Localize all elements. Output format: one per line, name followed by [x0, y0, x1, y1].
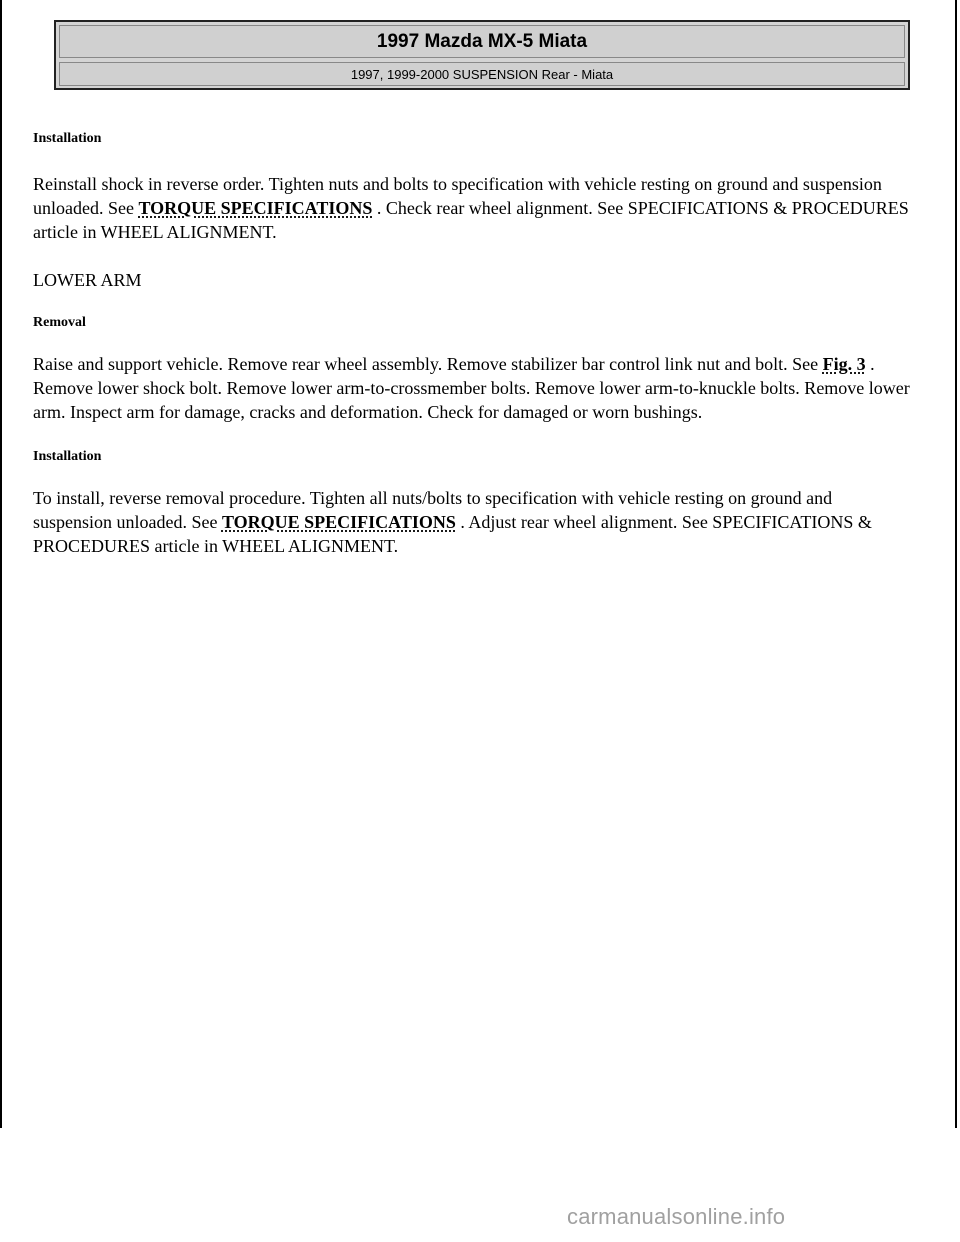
- header-title-bar: [59, 25, 905, 58]
- torque-specifications-link-2[interactable]: TORQUE SPECIFICATIONS: [221, 512, 456, 532]
- site-watermark: carmanualsonline.info: [567, 1204, 786, 1229]
- document-subtitle: 1997, 1999-2000 SUSPENSION Rear - Miata: [350, 66, 614, 82]
- document-title: 1997 Mazda MX-5 Miata: [376, 30, 588, 52]
- removal-heading: Removal: [33, 315, 86, 330]
- installation-heading-2: Installation: [33, 449, 102, 464]
- lower-arm-heading: LOWER ARM: [33, 270, 142, 290]
- removal-paragraph: [33, 352, 913, 424]
- fig-3-link[interactable]: Fig. 3: [822, 354, 866, 374]
- paragraph-text: Reinstall shock in reverse order. Tighten nuts and bolts to specification with vehicle resting on ground and suspension unloaded. See: [33, 174, 882, 218]
- document-body: [33, 130, 913, 558]
- paragraph-text: To install, reverse removal procedure. Tighten all nuts/bolts to specification with vehicle resting on ground and suspension unloaded. See: [33, 488, 833, 532]
- paragraph-text: . Remove lower shock bolt. Remove lower arm-to-crossmember bolts. Remove lower arm-to-knuckle bolts. Remove lower arm. Inspect arm for damage, cracks and deformation. Check for damaged or worn bushings.: [33, 354, 910, 422]
- installation-paragraph: [33, 172, 913, 244]
- torque-specifications-link[interactable]: TORQUE SPECIFICATIONS: [138, 198, 373, 218]
- installation-paragraph-2: [33, 486, 913, 558]
- paragraph-text: . Check rear wheel alignment. See SPECIFICATIONS & PROCEDURES article in WHEEL ALIGNMENT.: [33, 198, 909, 242]
- paragraph-text: Raise and support vehicle. Remove rear wheel assembly. Remove stabilizer bar control link nut and bolt. See: [33, 354, 823, 374]
- document-header: [54, 20, 910, 90]
- installation-heading: Installation: [33, 131, 102, 146]
- paragraph-text: . Adjust rear wheel alignment. See SPECIFICATIONS & PROCEDURES article in WHEEL ALIGNMENT.: [33, 512, 872, 556]
- header-subtitle-bar: [59, 62, 905, 86]
